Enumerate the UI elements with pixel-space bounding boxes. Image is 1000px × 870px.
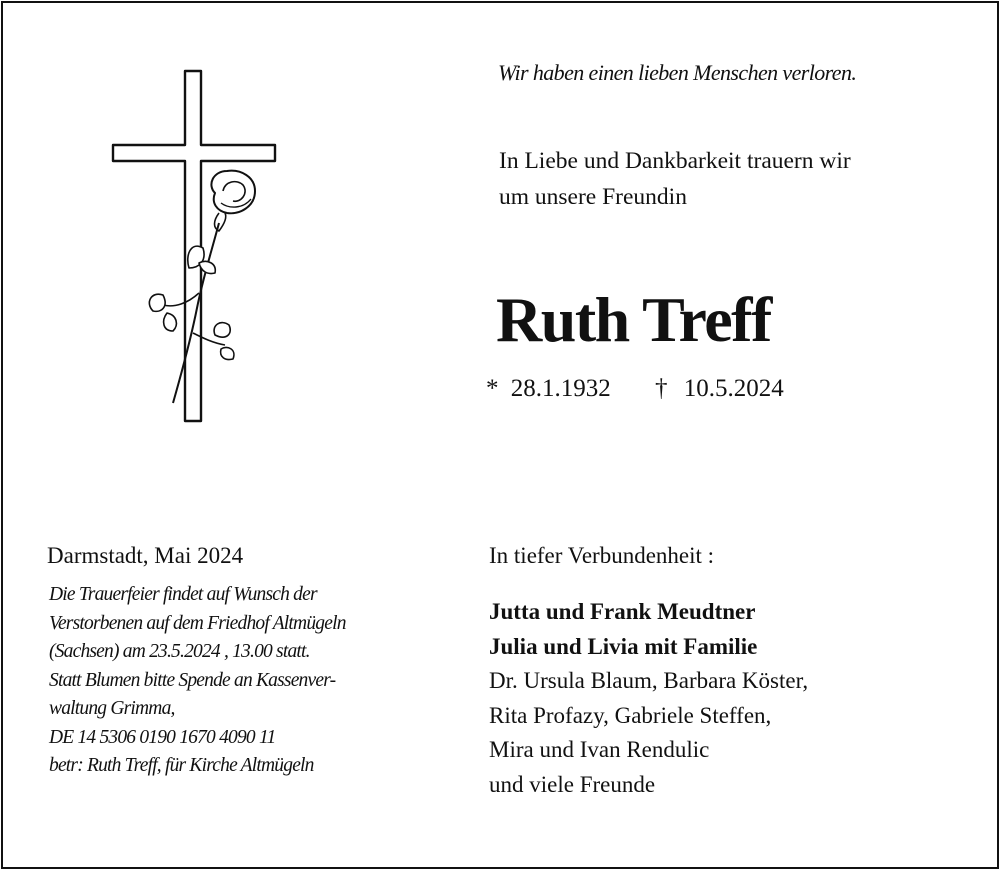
intro-line: Wir haben einen lieben Menschen verloren. (498, 60, 857, 85)
mourner-primary: Julia und Livia mit Familie (489, 633, 758, 659)
mourner: und viele Freunde (489, 771, 656, 797)
notice-line: Die Trauerfeier findet auf Wunsch der (49, 584, 317, 605)
life-dates (486, 375, 784, 403)
lead-line: In Liebe und Dankbarkeit trauern wir (499, 148, 851, 174)
funeral-notice (49, 581, 346, 781)
mourner: Rita Profazy, Gabriele Steffen, (489, 702, 772, 728)
notice-line: Statt Blumen bitte Spende an Kassenver- (49, 669, 336, 691)
death-symbol: † (655, 375, 668, 402)
notice-line: (Sachsen) am 23.5.2024 , 13.00 statt. (49, 641, 310, 662)
notice-line: Verstorbenen auf dem Friedhof Altmügeln (49, 612, 346, 634)
lead-text (499, 143, 851, 215)
obituary-frame (1, 1, 999, 869)
notice-line: betr: Ruth Treff, für Kirche Altmügeln (49, 755, 314, 776)
place-date: Darmstadt, Mai 2024 (47, 543, 244, 568)
notice-line: DE 14 5306 0190 1670 4090 11 (49, 726, 276, 748)
mourners-heading: In tiefer Verbundenheit : (489, 543, 715, 568)
birth-date: 28.1.1932 (510, 375, 611, 402)
mourner: Mira und Ivan Rendulic (489, 737, 710, 762)
deceased-name: Ruth Treff (496, 284, 771, 355)
notice-line: waltung Grimma, (49, 698, 175, 719)
cross-with-rose-icon (103, 63, 293, 433)
birth-symbol: * (486, 375, 499, 402)
death-date: 10.5.2024 (683, 375, 784, 402)
mourners-list (489, 595, 808, 802)
mourner: Dr. Ursula Blaum, Barbara Köster, (489, 668, 809, 693)
mourner-primary: Jutta und Frank Meudtner (489, 599, 756, 624)
lead-line: um unsere Freundin (499, 184, 687, 210)
